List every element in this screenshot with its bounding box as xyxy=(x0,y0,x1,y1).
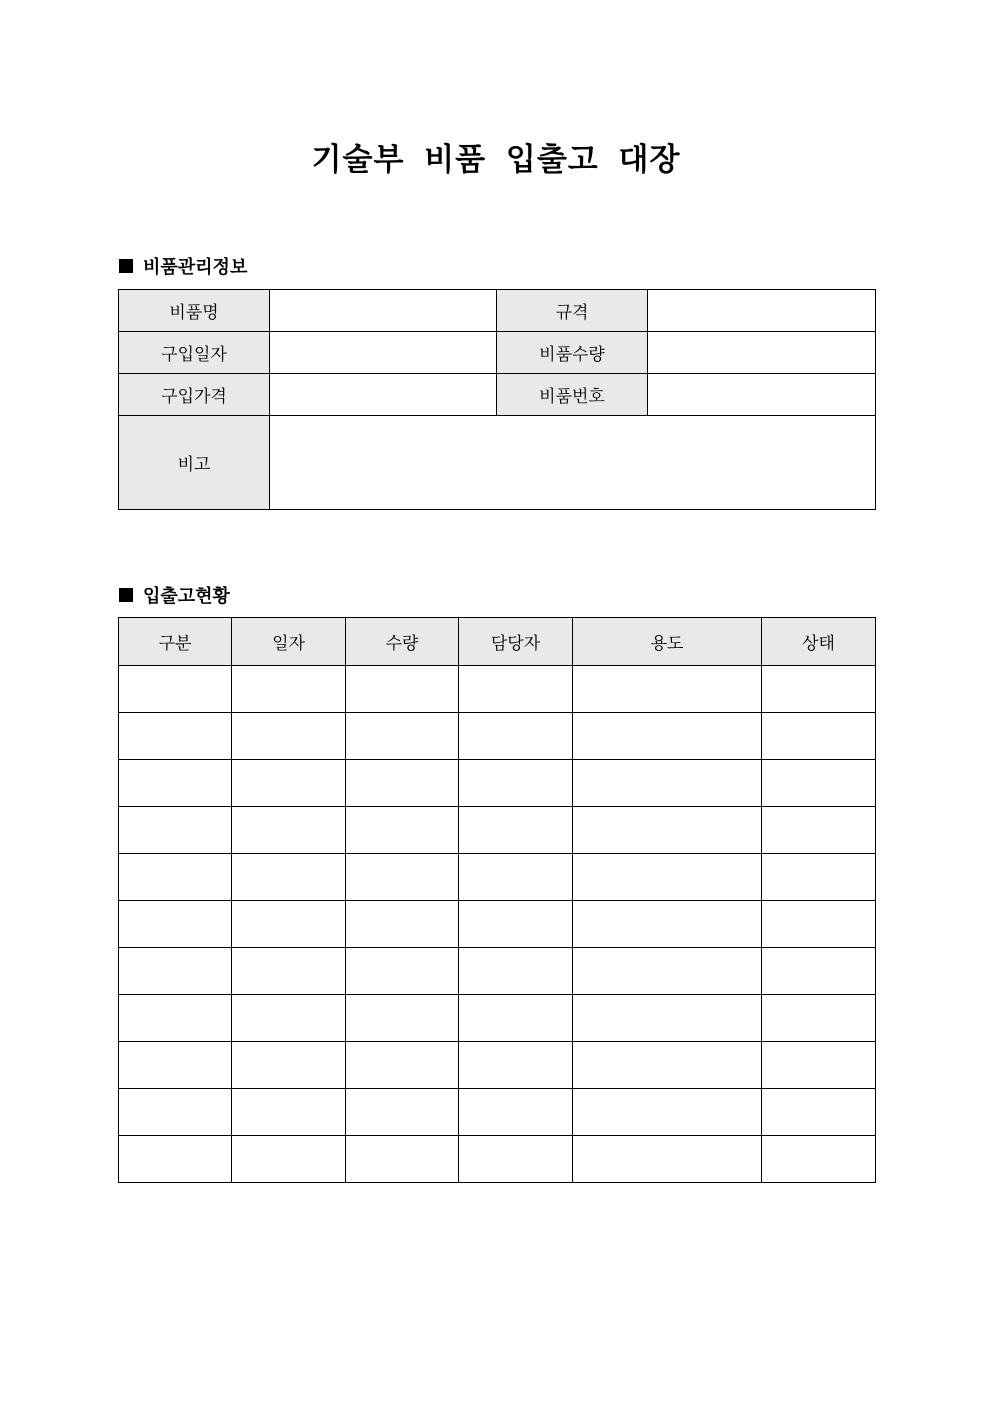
table-cell[interactable] xyxy=(346,760,459,807)
table-cell[interactable] xyxy=(346,1136,459,1183)
table-cell[interactable] xyxy=(232,995,346,1042)
table-cell[interactable] xyxy=(346,713,459,760)
info-row xyxy=(119,374,876,416)
table-cell[interactable] xyxy=(459,713,573,760)
table-cell[interactable] xyxy=(232,1089,346,1136)
info-label-cell: 구입일자 xyxy=(119,332,270,374)
table-cell[interactable] xyxy=(232,1136,346,1183)
table-cell[interactable] xyxy=(762,995,876,1042)
table-cell[interactable] xyxy=(459,666,573,713)
column-header: 구분 xyxy=(119,618,232,666)
note-label-cell: 비고 xyxy=(119,416,270,510)
table-cell[interactable] xyxy=(573,901,762,948)
info-note-row xyxy=(119,416,876,510)
column-header: 담당자 xyxy=(459,618,573,666)
table-cell[interactable] xyxy=(232,854,346,901)
table-cell[interactable] xyxy=(573,1089,762,1136)
table-cell[interactable] xyxy=(573,1042,762,1089)
column-header: 일자 xyxy=(232,618,346,666)
log-table-body xyxy=(119,666,876,1183)
table-row xyxy=(119,1042,876,1089)
table-cell[interactable] xyxy=(119,901,232,948)
table-cell[interactable] xyxy=(232,666,346,713)
table-cell[interactable] xyxy=(119,713,232,760)
table-cell[interactable] xyxy=(119,760,232,807)
table-row xyxy=(119,948,876,995)
table-row xyxy=(119,760,876,807)
table-cell[interactable] xyxy=(762,713,876,760)
table-row xyxy=(119,901,876,948)
table-cell[interactable] xyxy=(232,807,346,854)
column-header: 용도 xyxy=(573,618,762,666)
table-cell[interactable] xyxy=(459,1089,573,1136)
table-cell[interactable] xyxy=(459,760,573,807)
table-row xyxy=(119,1089,876,1136)
table-cell[interactable] xyxy=(119,1089,232,1136)
table-cell[interactable] xyxy=(573,995,762,1042)
table-cell[interactable] xyxy=(232,760,346,807)
table-cell[interactable] xyxy=(346,666,459,713)
table-cell[interactable] xyxy=(573,948,762,995)
table-header-row xyxy=(119,618,876,666)
info-value-cell[interactable] xyxy=(270,332,497,374)
info-row xyxy=(119,332,876,374)
table-cell[interactable] xyxy=(762,760,876,807)
table-cell[interactable] xyxy=(762,807,876,854)
section-heading-log-label: 입출고현황 xyxy=(143,586,230,607)
info-value-cell[interactable] xyxy=(648,332,876,374)
section-heading-info-label: 비품관리정보 xyxy=(143,257,248,278)
table-cell[interactable] xyxy=(573,807,762,854)
table-cell[interactable] xyxy=(119,666,232,713)
in-out-log-table xyxy=(118,617,876,1183)
table-cell[interactable] xyxy=(573,666,762,713)
document-title: 기술부 비품 입출고 대장 xyxy=(311,142,681,178)
table-cell[interactable] xyxy=(573,713,762,760)
info-value-cell[interactable] xyxy=(648,374,876,416)
table-row xyxy=(119,666,876,713)
table-cell[interactable] xyxy=(762,854,876,901)
info-value-cell[interactable] xyxy=(270,290,497,332)
table-cell[interactable] xyxy=(346,1089,459,1136)
info-label-cell: 규격 xyxy=(497,290,648,332)
info-label-cell: 비품번호 xyxy=(497,374,648,416)
table-cell[interactable] xyxy=(232,713,346,760)
column-header: 상태 xyxy=(762,618,876,666)
info-label-cell: 비품수량 xyxy=(497,332,648,374)
square-bullet-icon xyxy=(119,588,133,602)
table-cell[interactable] xyxy=(232,901,346,948)
table-cell[interactable] xyxy=(119,995,232,1042)
table-cell[interactable] xyxy=(459,948,573,995)
table-cell[interactable] xyxy=(573,1136,762,1183)
table-cell[interactable] xyxy=(762,1136,876,1183)
table-cell[interactable] xyxy=(762,948,876,995)
table-row xyxy=(119,807,876,854)
column-header: 수량 xyxy=(346,618,459,666)
table-row xyxy=(119,713,876,760)
table-cell[interactable] xyxy=(762,1089,876,1136)
table-cell[interactable] xyxy=(762,901,876,948)
table-cell[interactable] xyxy=(573,760,762,807)
section-heading-info xyxy=(119,253,247,279)
table-cell[interactable] xyxy=(346,807,459,854)
info-row xyxy=(119,290,876,332)
table-cell[interactable] xyxy=(459,1136,573,1183)
table-cell[interactable] xyxy=(232,1042,346,1089)
table-cell[interactable] xyxy=(762,1042,876,1089)
table-cell[interactable] xyxy=(459,854,573,901)
info-value-cell[interactable] xyxy=(270,374,497,416)
table-cell[interactable] xyxy=(232,948,346,995)
asset-info-table xyxy=(118,289,876,510)
table-cell[interactable] xyxy=(459,995,573,1042)
table-cell[interactable] xyxy=(573,854,762,901)
table-cell[interactable] xyxy=(459,901,573,948)
table-cell[interactable] xyxy=(119,1136,232,1183)
note-value-cell[interactable] xyxy=(270,416,876,510)
section-heading-log xyxy=(119,582,230,608)
info-label-cell: 비품명 xyxy=(119,290,270,332)
table-cell[interactable] xyxy=(119,948,232,995)
table-row xyxy=(119,995,876,1042)
table-cell[interactable] xyxy=(459,1042,573,1089)
info-label-cell: 구입가격 xyxy=(119,374,270,416)
table-cell[interactable] xyxy=(346,854,459,901)
table-cell[interactable] xyxy=(346,995,459,1042)
table-cell[interactable] xyxy=(119,854,232,901)
table-cell[interactable] xyxy=(459,807,573,854)
square-bullet-icon xyxy=(119,259,133,273)
table-cell[interactable] xyxy=(346,948,459,995)
table-cell[interactable] xyxy=(119,1042,232,1089)
table-cell[interactable] xyxy=(346,901,459,948)
table-row xyxy=(119,1136,876,1183)
table-cell[interactable] xyxy=(119,807,232,854)
table-row xyxy=(119,854,876,901)
info-value-cell[interactable] xyxy=(648,290,876,332)
table-cell[interactable] xyxy=(346,1042,459,1089)
table-cell[interactable] xyxy=(762,666,876,713)
